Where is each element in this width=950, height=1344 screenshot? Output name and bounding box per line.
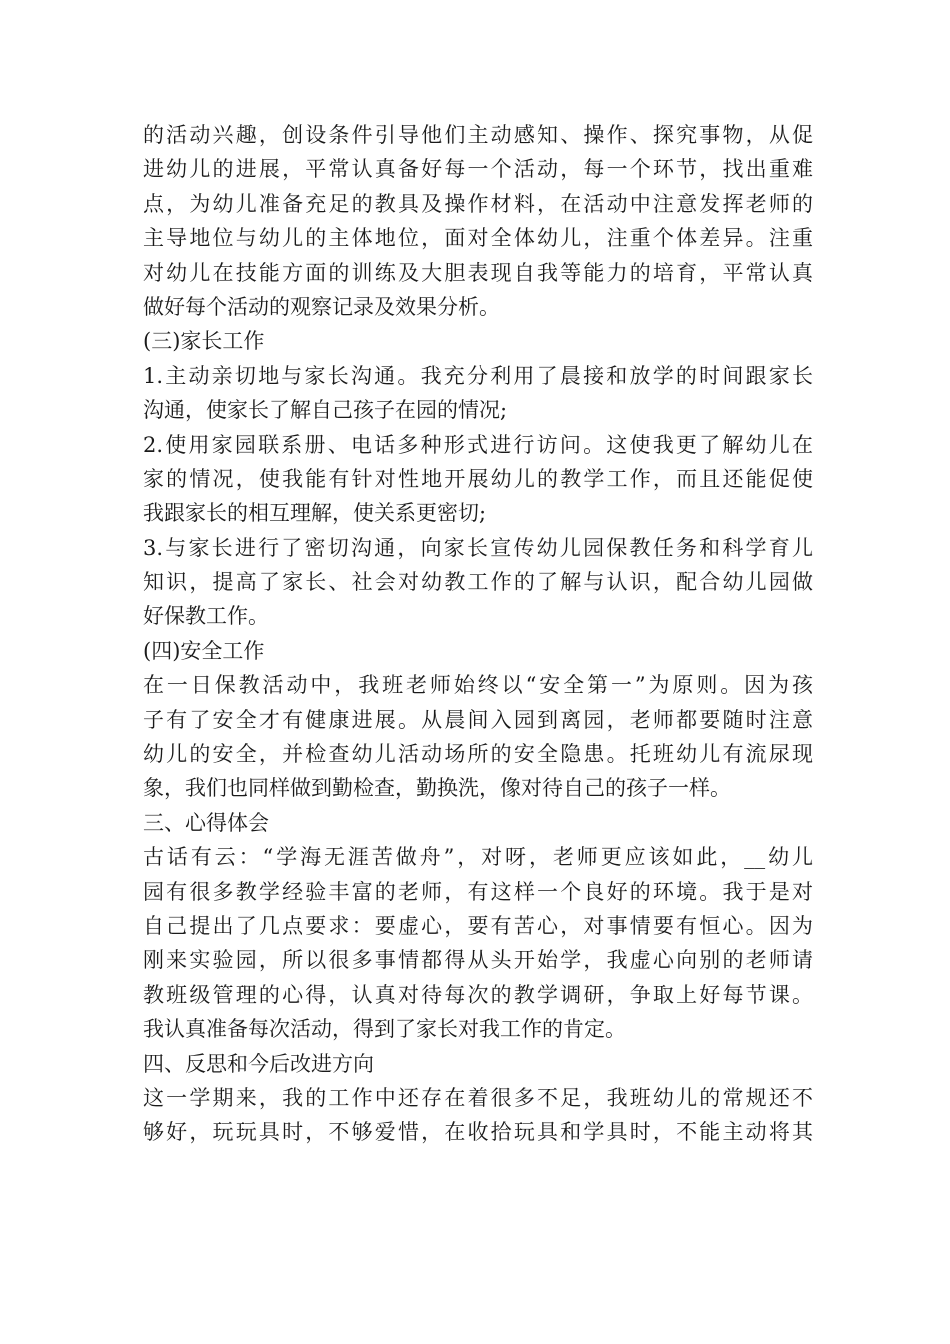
text-line: 园有很多教学经验丰富的老师，有这样一个良好的环境。我于是对 bbox=[143, 879, 813, 904]
text-line: 我跟家长的相互理解，使关系更密切; bbox=[143, 501, 487, 526]
text-line: 做好每个活动的观察记录及效果分析。 bbox=[143, 294, 500, 319]
document-body bbox=[143, 118, 813, 1150]
text-line: 家的情况，使我能有针对性地开展幼儿的教学工作，而且还能促使 bbox=[143, 466, 813, 491]
text-line: 知识，提高了家长、社会对幼教工作的了解与认识，配合幼儿园做 bbox=[143, 570, 813, 595]
text-line: 这一学期来，我的工作中还存在着很多不足，我班幼儿的常规还不 bbox=[143, 1085, 813, 1110]
text-line: 子有了安全才有健康进展。从晨间入园到离园，老师都要随时注意 bbox=[143, 707, 813, 732]
text-line: 的活动兴趣，创设条件引导他们主动感知、操作、探究事物，从促 bbox=[143, 123, 813, 147]
text-line: 教班级管理的心得，认真对待每次的教学调研，争取上好每节课。 bbox=[143, 982, 813, 1007]
text-line: 古话有云：“学海无涯苦做舟”，对呀，老师更应该如此，__幼儿 bbox=[143, 845, 813, 870]
text-line: 沟通，使家长了解自己孩子在园的情况; bbox=[143, 398, 508, 423]
section-heading: 三、心得体会 bbox=[143, 810, 269, 835]
text-line: 在一日保教活动中，我班老师始终以“安全第一”为原则。因为孩 bbox=[143, 673, 813, 698]
text-line: 象，我们也同样做到勤检查，勤换洗，像对待自己的孩子一样。 bbox=[143, 776, 731, 801]
text-line: 够好，玩玩具时，不够爱惜，在收拾玩具和学具时，不能主动将其 bbox=[143, 1120, 813, 1145]
text-line: 好保教工作。 bbox=[143, 604, 269, 629]
section-heading: 四、反思和今后改进方向 bbox=[143, 1051, 374, 1076]
text-line: 主导地位与幼儿的主体地位，面对全体幼儿，注重个体差异。注重 bbox=[143, 226, 813, 251]
text-line: 3.与家长进行了密切沟通，向家长宣传幼儿园保教任务和科学育儿 bbox=[143, 535, 813, 560]
section-heading: (四)安全工作 bbox=[143, 638, 265, 663]
section-heading: (三)家长工作 bbox=[143, 329, 265, 354]
text-line: 我认真准备每次活动，得到了家长对我工作的肯定。 bbox=[143, 1017, 626, 1042]
text-line: 2.使用家园联系册、电话多种形式进行访问。这使我更了解幼儿在 bbox=[143, 432, 813, 457]
text-line: 自己提出了几点要求：要虚心，要有苦心，对事情要有恒心。因为 bbox=[143, 913, 813, 938]
text-line: 进幼儿的进展，平常认真备好每一个活动，每一个环节，找出重难 bbox=[143, 157, 813, 182]
text-line: 对幼儿在技能方面的训练及大胆表现自我等能力的培育，平常认真 bbox=[143, 260, 813, 285]
text-line: 1.主动亲切地与家长沟通。我充分利用了晨接和放学的时间跟家长 bbox=[143, 363, 813, 388]
text-line: 点，为幼儿准备充足的教具及操作材料，在活动中注意发挥老师的 bbox=[143, 191, 813, 216]
text-line: 刚来实验园，所以很多事情都得从头开始学，我虚心向别的老师请 bbox=[143, 948, 813, 973]
text-line: 幼儿的安全，并检查幼儿活动场所的安全隐患。托班幼儿有流尿现 bbox=[143, 742, 813, 767]
